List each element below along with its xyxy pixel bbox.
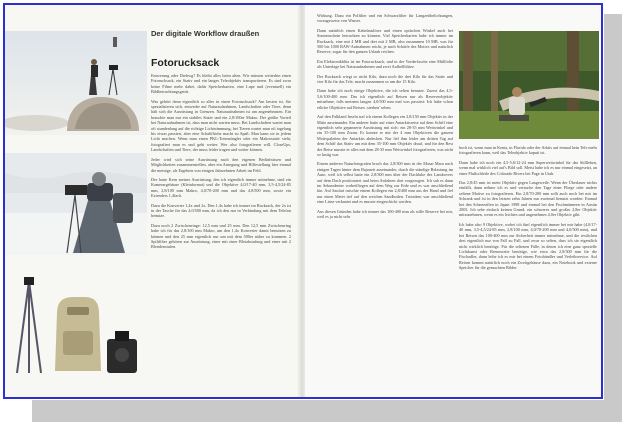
paragraph: Ich habe also 9 Objektive, wobei ich fünf eigentlich immer bei mir habe (4,0/17-40 mm, 3,5-4,5/24-85 mm, 2,8/100 mm, 4,0/70-200 mm und 4,0/500 mm), und bei Reisen das 100-400 mm zur Sicherheit immer mitnehme, und die restlichen drei eigentlich nur von Fall zu Fall, und zwar so selten, dass ich sie eigentlich nicht wirklich benötige. Für die seltenen Fälle, in denen ich eine ganz spezielle Lichtkunst oder Brennweite benötige, wie etwa das 2,8/300 mm für die Fischadler, dann leihe ich es mir bei einem Fotohändler und Verleihservice. Auf Reisen kommt natürlich noch ein Zweitgehäuse dazu, ein Notebook und externe Speicher für die gemachten Bilder. bbox=[459, 221, 597, 271]
photographer-in-snow-photo bbox=[5, 153, 147, 255]
paragraph: Der harte Kern meiner Ausrüstung, den ich eigentlich immer mitnehme, sind ein Kamerargehäuse (Kleinformat) und die Objektive 4,0/17-40 mm, 3,5-4,5/24-85 mm, 2,8/100 mm Makro, 4,0/70-200 mm und das 4,0/500 mm, sowie ein Extenders 1,4fach. bbox=[151, 176, 291, 199]
paragraph: Was gehört denn eigentlich so alles in einen Fotorucksack? Am besten ist, Sie spezialisieren sich, entweder auf Naturaufnahmen, Landschaften oder Tiere, denn hält sich die Ausrüstung in Grenzen. Naturaufnahmen ist am angenehmsten. Ein brauchte man nur ein stabiles Stativ und ein 2,8/100er Makro. Der größte Vorteil bei Naturaufnahmen ist, dass man nicht warten muss. Bei Landschaften wartet man oft stundenlang auf die richtige Lichtstimmung, bei Tieren wartet man oft tagelang bis etwas passiert, aber eine Schaltfläche macht zu Spaß: Man kann sie in jedem Licht machen. Wenn man einen PKL-Totenzüngler oder ein Makrostativ sieht, fotografiert man es und geht weiter. Wer also fotografieren will, CloseUps, Landschaften und Tiere, der muss leider tragen und weiter können. bbox=[151, 98, 291, 153]
paragraph: Dazu noch 2 Zwischenringe: 12,5 mm und 25 mm. Den 12,5 mm Zwischenring habe ich für das 2,8/100 mm Makro, um den 1,4x Konverter damit benutzen zu können und den 25 mm eigentlich nur um mit dem 500er näher zu kommen. 2 Spiltfilter gehören zur Ausrüstung, einer mit einer Bleiabstufung und einer mit 2 Blendenstufen. bbox=[151, 222, 291, 250]
paragraph: Entwerung oder Drehwg? Es bleibt alles beim alten. Wir müssen weiterhin einen Fotorucksack, ein Stativ und ein langes Teleobjektiv transportieren. Es sind zwar keine Filme mehr dabei, dafür Speicherkarten, eine Lupe und (eventuell) ein Bildbetrachtungsgerät. bbox=[151, 73, 291, 95]
paragraph: Das 2,8/45 mm ist mein Objektiv gegen Langeweile. Wenn der Überlauer nichts einfällt, dann nehme ich es und versuche den Tage einer Fliege oder andere seltene Motive zu fotografieren. Ein 2,8/70-200 mm sollt auch noch bei mir im Schrank und ist in den letzten zehn Jahren nur zweimal benutzt worden: Einmal bei den Schneeaffen in Japan 1998 und einmal bei den Fischmänneen in Austin 2003. Ich sehe einfach keinen Grund, ein schweres und großes 2,8er Objektiv mitzunehmen, wenn es ein leichtes und angenehmes 4,0er Objektiv gibt. bbox=[459, 180, 597, 218]
chapter-title: Der digitale Workflow draußen bbox=[151, 29, 260, 38]
paragraph: Der Rucksack wiegt so nicht Kilo, dazu noch die drei Kilo für das Stativ und vier Kilo für das Tele, macht zusammen so um die 15 Kilo. bbox=[317, 73, 453, 85]
right-page-text-column-2 bbox=[459, 145, 597, 393]
section-title: Fotorucksack bbox=[151, 57, 220, 69]
paragraph: Wirkung. Dazu ein Polfilter und ein Schwarzfilter für Langzeitbelichtungen, vorzugsweise von Wasser. bbox=[317, 13, 453, 24]
paragraph: hoch ist, wenn man in Kenia, in Florida oder der Arktis auf einmal kein Tele mehr fotografieren kann, weil das Teleobjektiv kaputt ist. bbox=[459, 145, 597, 156]
paragraph: Aus diesen Gründen habe ich immer das 100-400 mm als stille Reserve bei mir, weil es ja nicht sehr bbox=[317, 208, 453, 219]
right-page bbox=[305, 5, 601, 397]
drop-shadow-bottom bbox=[32, 400, 622, 422]
left-page-text-column bbox=[151, 73, 291, 393]
book-spread bbox=[3, 3, 603, 399]
paragraph: Einem anderen Naturfotografen brach das 2,8/300 mm in der Masai Mara nach einigen Tagen hinter dem Bajonett auseinander, durch die ständige Belastung im Auto, weil ich selbst hatte ein 2,8/300 mm über der Dachluke des Landrovers auf dem Dach positioniert und beim Anfahren dort vorgezogen. Ich sah es dann im Sekundenter vorbeifliegen auf dem Weg zur Erde und es war anschließend hin. Auf Saufari rutschte einem Kollegen ein 2,8/400 mm aus der Hand und fiel nur einen Meter tief auf den weichen Sandboden. Trotzdem war anschließend eine Linse verkantet und es musste eingeschickt werden. bbox=[317, 161, 453, 205]
left-page bbox=[5, 5, 302, 397]
paragraph: Ein Elektronikblitz ist im Fotorucksack, und in der Vorderfasche eine Müllfolie als Unterlage bei Naturaufnahmen und zwei Aufhellblitze. bbox=[317, 58, 453, 70]
paragraph: Dann habe ich noch einige Objektive, die ich selten benutze. Zuerst das 4,5-5,6/100-400 mm. Das ich eigentlich auf Reisen nur als Reserveobjektiv mitnehme, falls meinem langen 4,0/500 mm mal was passiert: Ich habe schon etliche Objektive auf Reisen ‚sterben' sehen. bbox=[317, 88, 453, 110]
drop-shadow-right bbox=[604, 14, 622, 422]
paragraph: Jeder wird sich seine Ausrüstung nach den eigenen Bedürfnissen und Möglichkeiten zusammenstellen, aber ein Anregung und Hilfestellung hier einmal die meinige, als Ergebnis von einigen Jahrzehnten Arbeit im Feld. bbox=[151, 156, 291, 173]
paragraph: Dann natürlich einen Kabelauslöser und einen optischen Winkel auch bei Sonnenschein betrachten zu können. Viel Speicherkarten habe ich immer im Rucksack, eine mit 4 MB und drei mit 2 MB, also zusammen 10 MB, was für 500 bis 1000 RAW-Aufnahmen reicht, je nach Schärfe des Motivs und natürlich Reserve, sogar für den ganzen Urlaub reichen. bbox=[317, 27, 453, 55]
paragraph: Dann habe ich noch ein 4,5-5,6/12-24 mm Superweitwinkel für das Stillleben, wenn mal wirklich viel auf's Bild soll. Meist habe ich es nur einmal eingesetzt, an einer Flußschleife des Colorado Rivers bei Page in Utah. bbox=[459, 159, 597, 176]
photographer-in-forest-photo bbox=[459, 31, 599, 139]
photographer-on-rock-photo bbox=[5, 31, 147, 135]
paragraph: Auf den Falkland Inseln traf ich einem Kollegen ein 2,8/150 mm Objektiv in der Mitte auseinander. Ein anderer hatte auf einer Antarktisreise auf dem Schiff eine eigentlich sehr gepanzerte Ausrüstung mit sich: ein 28-35 mm Weitwinkel und ein 35-100 mm Zoom. Er konnte er mit der 4 mm Objektiven die ganzen Motivpaletten der Antarktis abdecken. Nur fiel ihm leider am dritten Tag auf dem Schiff das Stativ um mit dem 35-100 mm Objektiv drauf, und für den Rest der Reise musste er alles mit dem 28-35 mm Weitwinkel fotografieren, was nicht so lustig war. bbox=[317, 114, 453, 157]
right-page-text-column-1 bbox=[317, 13, 453, 393]
paragraph: Dazu die Konverter 1,4x und 2x. Den 1,4x habe ich immer im Rucksack, der 2x ist in der Tasche für das 4,0/500 mm, da ich den nur in Verbindung mit dem Telefon benutze. bbox=[151, 202, 291, 219]
equipment-photo bbox=[7, 273, 147, 377]
